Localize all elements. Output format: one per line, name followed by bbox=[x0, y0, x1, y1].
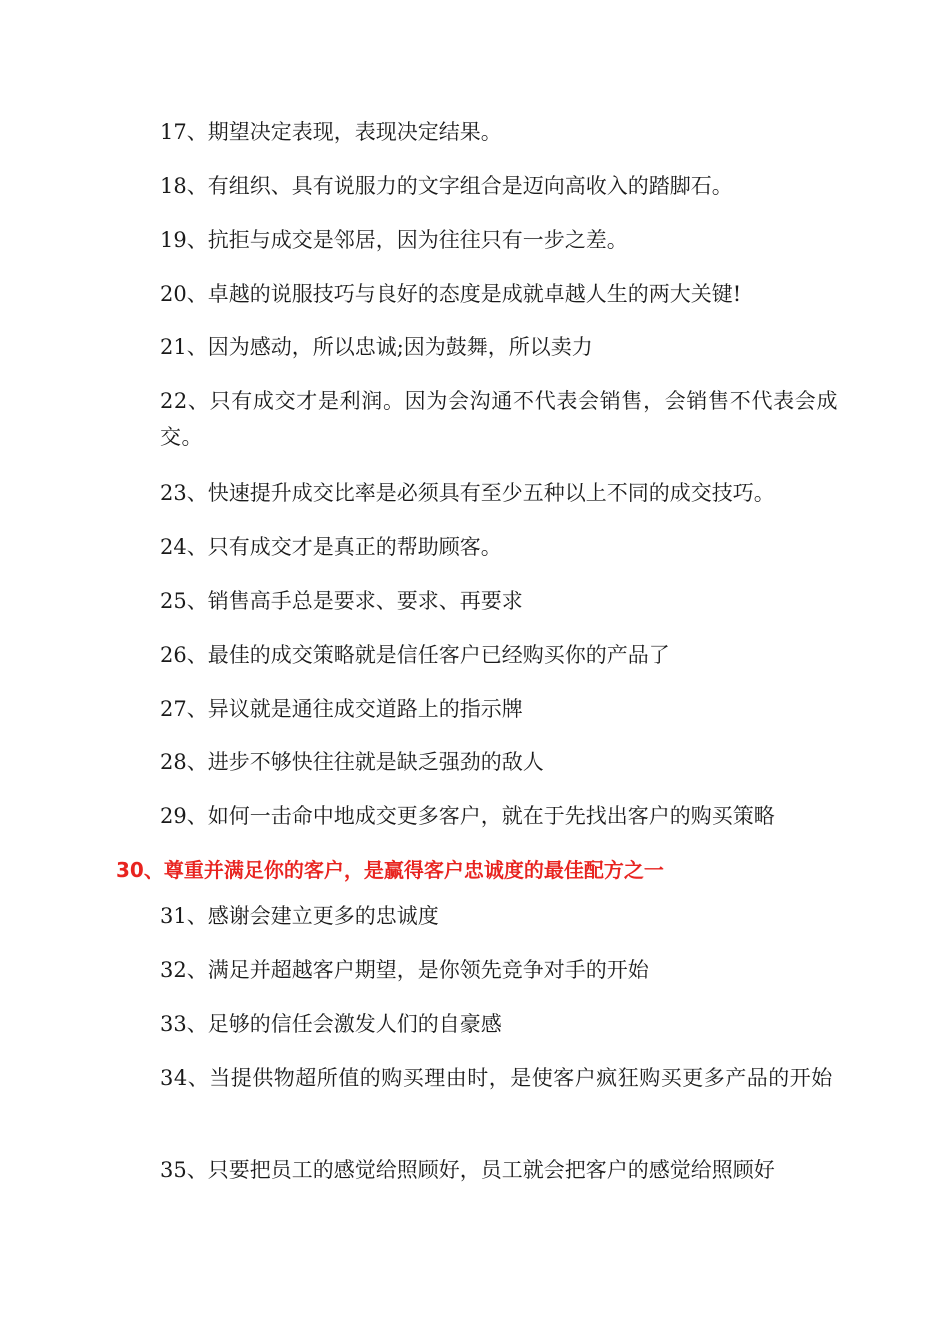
list-item-18: 18、有组织、具有说服力的文字组合是迈向高收入的踏脚石。 bbox=[160, 174, 733, 198]
list-item-32: 32、满足并超越客户期望，是你领先竞争对手的开始 bbox=[160, 958, 649, 982]
list-item-17: 17、期望决定表现，表现决定结果。 bbox=[160, 120, 502, 144]
list-item-34: 34、当提供物超所值的购买理由时，是使客户疯狂购买更多产品的开始 bbox=[160, 1066, 833, 1090]
list-item-33: 33、足够的信任会激发人们的自豪感 bbox=[160, 1012, 502, 1036]
list-item-26: 26、最佳的成交策略就是信任客户已经购买你的产品了 bbox=[160, 643, 670, 667]
list-item-31: 31、感谢会建立更多的忠诚度 bbox=[160, 904, 439, 928]
list-item-29: 29、如何一击命中地成交更多客户，就在于先找出客户的购买策略 bbox=[160, 804, 775, 828]
list-item-23: 23、快速提升成交比率是必须具有至少五种以上不同的成交技巧。 bbox=[160, 481, 775, 505]
highlighted-item-30: 30、尊重并满足你的客户，是赢得客户忠诚度的最佳配方之一 bbox=[116, 858, 664, 882]
list-item-28: 28、进步不够快往往就是缺乏强劲的敌人 bbox=[160, 750, 544, 774]
list-item-27: 27、异议就是通往成交道路上的指示牌 bbox=[160, 697, 523, 721]
list-item-22: 22、只有成交才是利润。因为会沟通不代表会销售，会销售不代表会成交。 bbox=[160, 389, 838, 449]
list-item-20: 20、卓越的说服技巧与良好的态度是成就卓越人生的两大关键! bbox=[160, 282, 742, 306]
list-item-35: 35、只要把员工的感觉给照顾好，员工就会把客户的感觉给照顾好 bbox=[160, 1158, 775, 1182]
list-item-25: 25、销售高手总是要求、要求、再要求 bbox=[160, 589, 523, 613]
list-item-21: 21、因为感动，所以忠诚;因为鼓舞，所以卖力 bbox=[160, 335, 593, 359]
list-item-24: 24、只有成交才是真正的帮助顾客。 bbox=[160, 535, 502, 559]
list-item-19: 19、抗拒与成交是邻居，因为往往只有一步之差。 bbox=[160, 228, 628, 252]
